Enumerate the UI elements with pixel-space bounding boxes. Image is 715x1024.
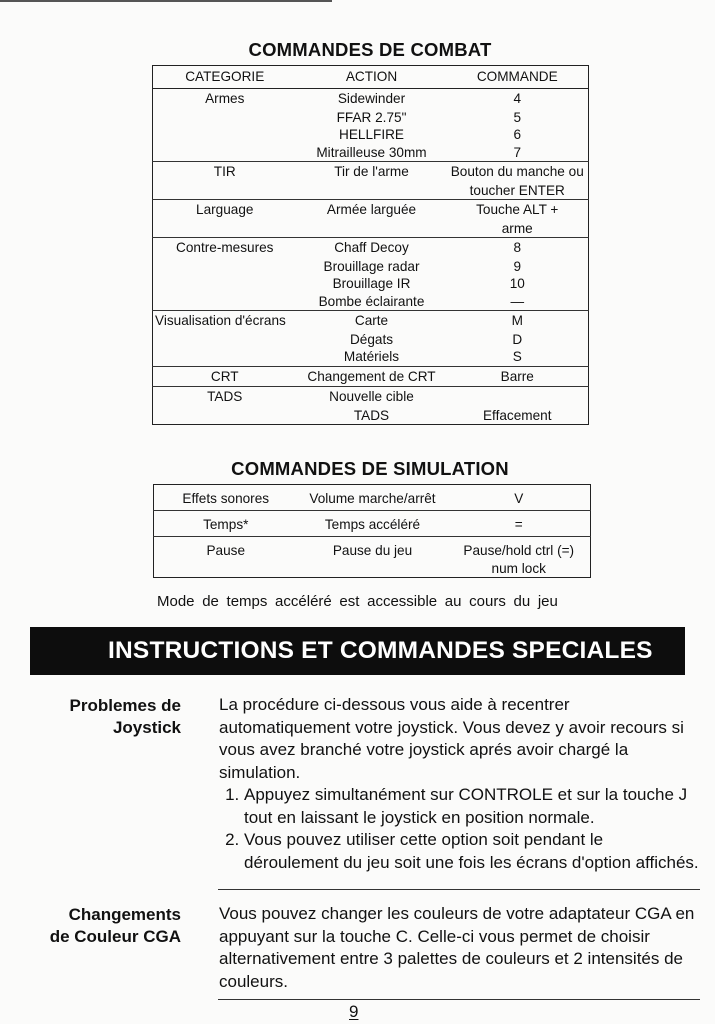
combat-category-cell <box>153 331 297 349</box>
simulation-command-text: Pause/hold ctrl (=) <box>463 543 575 558</box>
combat-row <box>153 200 589 220</box>
combat-command-cell: M <box>447 311 589 331</box>
combat-command-cell: arme <box>501 220 533 236</box>
combat-category-cell <box>153 293 297 311</box>
combat-action-cell: Carte <box>297 311 447 331</box>
combat-action-cell: Tir de l'arme <box>297 162 447 182</box>
simulation-action-cell <box>298 537 448 578</box>
header-action: ACTION <box>297 66 447 89</box>
combat-category-cell <box>153 182 297 200</box>
combat-row <box>153 331 589 349</box>
combat-category-cell <box>153 275 297 293</box>
joystick-steps <box>219 784 699 874</box>
simulation-command-cell <box>448 537 591 578</box>
couleur-section-title <box>28 904 181 948</box>
combat-action-cell: Mitrailleuse 30mm <box>316 144 427 160</box>
combat-action-cell: Sidewinder <box>297 89 447 109</box>
simulation-command-cell <box>448 511 591 537</box>
section-divider <box>218 999 700 1000</box>
combat-category-cell <box>153 407 297 425</box>
combat-command-cell: 8 <box>447 238 589 258</box>
simulation-action-text: Pause du jeu <box>332 543 413 558</box>
combat-heading: COMMANDES DE COMBAT <box>248 39 492 60</box>
simulation-category-cell <box>154 511 298 537</box>
combat-category-cell <box>153 126 297 144</box>
combat-row <box>153 311 589 331</box>
combat-command-cell <box>447 387 589 407</box>
simulation-row <box>154 511 591 537</box>
top-rule <box>0 0 332 2</box>
combat-command-cell: 5 <box>513 109 522 125</box>
combat-row <box>153 126 589 144</box>
combat-action-cell: Dégats <box>349 331 394 347</box>
banner-title: INSTRUCTIONS ET COMMANDES SPECIALES <box>108 637 653 664</box>
combat-category-cell <box>153 258 297 276</box>
combat-category-cell <box>153 109 297 127</box>
combat-action-cell: Armée larguée <box>297 200 447 220</box>
combat-body <box>153 89 589 425</box>
combat-category-cell <box>153 220 297 238</box>
combat-category-cell <box>153 348 297 366</box>
simulation-action-cell <box>298 485 448 511</box>
combat-command-cell: S <box>512 349 522 364</box>
couleur-body: Vous pouvez changer les couleurs de votre adaptateur CGA en appuyant sur la touche C. Celle-ci vous permet de choisir alternativement entre 3 palettes de couleurs et 2 intensités de couleurs. <box>219 904 695 991</box>
combat-header-row <box>153 66 589 89</box>
combat-command-cell: Barre <box>447 366 589 387</box>
simulation-category-text: Pause <box>206 543 246 558</box>
combat-row <box>153 407 589 425</box>
simulation-table <box>153 484 591 578</box>
combat-category-cell: TIR <box>153 162 297 182</box>
joystick-step: 1. Appuyez simultanément sur CONTROLE et sur la touche J tout en laissant le joystick en position normale. <box>244 784 699 829</box>
combat-command-cell: Touche ALT + <box>447 200 589 220</box>
combat-action-cell: HELLFIRE <box>339 127 404 142</box>
combat-category-cell: Visualisation d'écrans <box>153 311 297 331</box>
combat-row <box>153 238 589 258</box>
combat-action-cell: Matériels <box>343 349 400 364</box>
header-category: CATEGORIE <box>153 66 297 89</box>
combat-category-cell <box>153 144 297 162</box>
section-divider <box>218 889 700 890</box>
combat-action-cell: Brouillage IR <box>332 276 411 291</box>
combat-category-cell: Armes <box>153 89 297 109</box>
simulation-category-text: Temps* <box>203 517 249 532</box>
page-number: 9 <box>349 1002 359 1021</box>
combat-row <box>153 258 589 276</box>
simulation-action-cell <box>298 511 448 537</box>
combat-row <box>153 366 589 387</box>
joystick-step: 2. Vous pouvez utiliser cette option soit pendant le déroulement du jeu soit une fois les écrans d'option affichés. <box>244 829 699 874</box>
combat-command-cell: — <box>510 293 525 309</box>
combat-table <box>152 65 589 425</box>
combat-command-cell: toucher ENTER <box>469 182 565 198</box>
combat-action-cell: Bombe éclairante <box>318 293 425 309</box>
joystick-title-line1: Problemes de <box>69 696 181 715</box>
combat-action-cell: Nouvelle cible <box>297 387 447 407</box>
combat-command-cell: 7 <box>513 144 522 160</box>
combat-category-cell: Larguage <box>153 200 297 220</box>
combat-command-cell: Effacement <box>482 407 552 423</box>
combat-action-cell: TADS <box>353 407 390 423</box>
combat-category-cell: CRT <box>153 366 297 387</box>
combat-action-cell: Changement de CRT <box>297 366 447 387</box>
combat-row <box>153 109 589 127</box>
joystick-section-title <box>28 695 181 739</box>
simulation-action-text: Temps accéléré <box>324 517 421 532</box>
simulation-command-text: V <box>514 491 524 506</box>
combat-row <box>153 182 589 200</box>
simulation-command-text: = <box>514 517 523 532</box>
combat-action-cell <box>297 182 447 200</box>
couleur-title-line2: de Couleur CGA <box>49 927 181 946</box>
combat-row <box>153 387 589 407</box>
combat-row <box>153 275 589 293</box>
simulation-row <box>154 485 591 511</box>
combat-row <box>153 293 589 311</box>
combat-category-cell: TADS <box>153 387 297 407</box>
header-command: COMMANDE <box>447 66 589 89</box>
joystick-intro: La procédure ci-dessous vous aide à recentrer automatiquement votre joystick. Vous devez y avoir recours si vous avez branché votre joystick aprés avoir chargé la simulation. <box>219 695 684 782</box>
combat-command-cell: 10 <box>509 276 525 291</box>
combat-command-cell: Bouton du manche ou <box>447 162 589 182</box>
combat-action-cell: FFAR 2.75" <box>336 109 407 125</box>
combat-row <box>153 348 589 366</box>
combat-row <box>153 144 589 162</box>
combat-command-cell: 4 <box>447 89 589 109</box>
simulation-action-text: Volume marche/arrêt <box>309 491 436 506</box>
combat-command-cell: 6 <box>513 127 522 142</box>
simulation-category-cell <box>154 485 298 511</box>
combat-action-cell: Chaff Decoy <box>297 238 447 258</box>
combat-row <box>153 89 589 109</box>
simulation-command-cell <box>448 485 591 511</box>
couleur-section-body <box>219 903 699 993</box>
simulation-body <box>154 485 591 578</box>
joystick-section-body <box>219 694 699 874</box>
simulation-command-text-line2: num lock <box>491 560 546 576</box>
combat-row <box>153 220 589 238</box>
combat-command-cell: D <box>512 331 523 347</box>
couleur-title-line1: Changements <box>68 905 181 924</box>
simulation-category-cell <box>154 537 298 578</box>
combat-command-cell: 9 <box>513 258 522 274</box>
simulation-row <box>154 537 591 578</box>
joystick-title-line2: Joystick <box>112 718 181 737</box>
combat-row <box>153 162 589 182</box>
combat-action-cell: Brouillage radar <box>323 258 420 274</box>
simulation-heading: COMMANDES DE SIMULATION <box>231 458 509 479</box>
simulation-note: Mode de temps accéléré est accessible au cours du jeu <box>157 593 558 610</box>
combat-category-cell: Contre-mesures <box>153 238 297 258</box>
simulation-category-text: Effets sonores <box>182 491 270 506</box>
section-banner <box>30 627 685 675</box>
combat-action-cell <box>297 220 447 238</box>
